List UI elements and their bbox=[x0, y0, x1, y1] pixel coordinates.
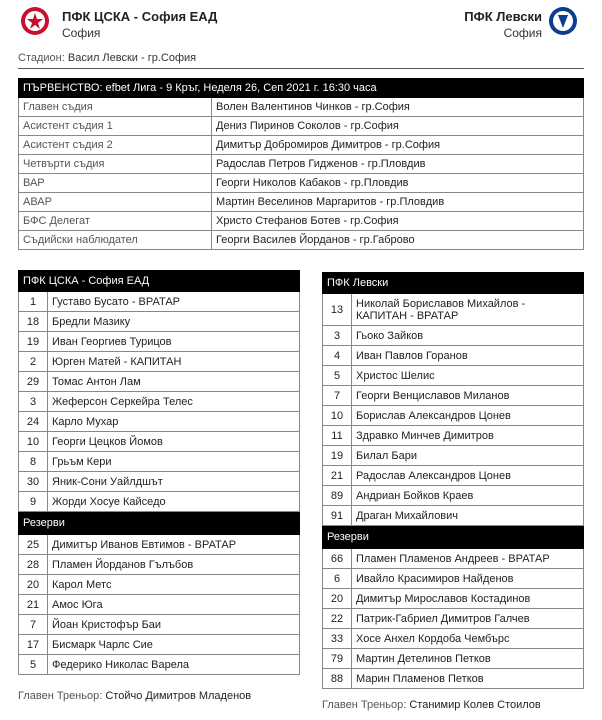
player-name: Грьъм Кери bbox=[48, 452, 300, 472]
player-row bbox=[323, 366, 584, 386]
player-row bbox=[19, 332, 300, 352]
player-name: Бисмарк Чарлс Сие bbox=[48, 635, 300, 655]
player-name: Гьоко Зайков bbox=[352, 326, 584, 346]
official-row bbox=[19, 155, 584, 174]
player-row bbox=[323, 629, 584, 649]
player-number: 17 bbox=[19, 635, 48, 655]
player-name: Радослав Александров Цонев bbox=[352, 466, 584, 486]
official-role: БФС Делегат bbox=[19, 212, 212, 231]
player-name: Амос Юга bbox=[48, 595, 300, 615]
player-number: 21 bbox=[323, 466, 352, 486]
player-number: 11 bbox=[323, 426, 352, 446]
player-row bbox=[323, 426, 584, 446]
player-row bbox=[19, 492, 300, 512]
player-number: 7 bbox=[19, 615, 48, 635]
coach-label: Главен Треньор: bbox=[18, 690, 103, 702]
player-number: 25 bbox=[19, 535, 48, 555]
official-name: Дениз Пиринов Соколов - гр.София bbox=[212, 117, 584, 136]
official-role: ВАР bbox=[19, 174, 212, 193]
player-number: 7 bbox=[323, 386, 352, 406]
official-row bbox=[19, 98, 584, 117]
player-name: Пламен Йорданов Гълъбов bbox=[48, 555, 300, 575]
player-row bbox=[19, 452, 300, 472]
reserves-label: Резерви bbox=[323, 526, 584, 549]
official-name: Радослав Петров Гидженов - гр.Пловдив bbox=[212, 155, 584, 174]
player-name: Бредли Мазику bbox=[48, 312, 300, 332]
home-reserves-header bbox=[19, 512, 300, 535]
player-number: 88 bbox=[323, 669, 352, 689]
player-row bbox=[19, 635, 300, 655]
player-number: 33 bbox=[323, 629, 352, 649]
home-team-city: София bbox=[62, 26, 101, 40]
player-row bbox=[323, 486, 584, 506]
away-team-city: София bbox=[503, 26, 542, 40]
player-name: Здравко Минчев Димитров bbox=[352, 426, 584, 446]
player-number: 4 bbox=[323, 346, 352, 366]
coach-name: Станимир Колев Стоилов bbox=[409, 699, 541, 711]
stadium-label: Стадион: bbox=[18, 52, 65, 64]
player-number: 3 bbox=[323, 326, 352, 346]
player-number: 10 bbox=[323, 406, 352, 426]
player-number: 21 bbox=[19, 595, 48, 615]
official-row bbox=[19, 231, 584, 250]
player-name: Иван Павлов Горанов bbox=[352, 346, 584, 366]
player-name: Жеферсон Серкейра Телес bbox=[48, 392, 300, 412]
player-number: 5 bbox=[19, 655, 48, 675]
player-name: Патрик-Габриел Димитров Галчев bbox=[352, 609, 584, 629]
player-number: 9 bbox=[19, 492, 48, 512]
away-coach bbox=[322, 699, 541, 711]
player-number: 2 bbox=[19, 352, 48, 372]
player-number: 13 bbox=[323, 294, 352, 326]
player-number: 18 bbox=[19, 312, 48, 332]
player-name: Федерико Николас Варела bbox=[48, 655, 300, 675]
officials-table bbox=[18, 78, 584, 250]
player-row bbox=[323, 609, 584, 629]
player-name: Борислав Александров Цонев bbox=[352, 406, 584, 426]
player-row bbox=[19, 432, 300, 452]
player-row bbox=[323, 446, 584, 466]
official-row bbox=[19, 193, 584, 212]
player-row bbox=[19, 292, 300, 312]
player-name: Йоан Кристофър Баи bbox=[48, 615, 300, 635]
player-number: 20 bbox=[323, 589, 352, 609]
player-row bbox=[19, 352, 300, 372]
player-row bbox=[323, 649, 584, 669]
player-number: 19 bbox=[323, 446, 352, 466]
home-lineup-table bbox=[18, 270, 300, 675]
player-number: 3 bbox=[19, 392, 48, 412]
stadium-value: Васил Левски - гр.София bbox=[67, 52, 197, 64]
player-row bbox=[323, 346, 584, 366]
away-team-title: ПФК Левски bbox=[323, 273, 584, 294]
player-number: 22 bbox=[323, 609, 352, 629]
player-row bbox=[323, 669, 584, 689]
player-number: 19 bbox=[19, 332, 48, 352]
player-number: 30 bbox=[19, 472, 48, 492]
player-row bbox=[323, 386, 584, 406]
player-name: Карло Мухар bbox=[48, 412, 300, 432]
away-reserves-header bbox=[323, 526, 584, 549]
player-row bbox=[19, 472, 300, 492]
player-number: 5 bbox=[323, 366, 352, 386]
home-team-title: ПФК ЦСКА - София ЕАД bbox=[19, 271, 300, 292]
official-name: Волен Валентинов Чинков - гр.София bbox=[212, 98, 584, 117]
player-row bbox=[323, 589, 584, 609]
player-name: Андриан Бойков Краев bbox=[352, 486, 584, 506]
home-team-name: ПФК ЦСКА - София ЕАД bbox=[62, 9, 218, 24]
player-row bbox=[19, 372, 300, 392]
player-row bbox=[19, 595, 300, 615]
player-row bbox=[19, 312, 300, 332]
away-lineup-header bbox=[323, 273, 584, 294]
reserves-label: Резерви bbox=[19, 512, 300, 535]
player-name: Димитър Иванов Евтимов - ВРАТАР bbox=[48, 535, 300, 555]
coach-label: Главен Треньор: bbox=[322, 699, 407, 711]
player-row bbox=[323, 569, 584, 589]
player-row bbox=[19, 575, 300, 595]
cska-logo-icon bbox=[20, 6, 50, 36]
player-name: Драган Михайлович bbox=[352, 506, 584, 526]
official-role: Асистент съдия 2 bbox=[19, 136, 212, 155]
player-name: Марин Пламенов Петков bbox=[352, 669, 584, 689]
player-name: Иван Георгиев Турицов bbox=[48, 332, 300, 352]
player-number: 8 bbox=[19, 452, 48, 472]
player-row bbox=[19, 655, 300, 675]
player-row bbox=[323, 466, 584, 486]
player-row bbox=[19, 555, 300, 575]
away-team-name: ПФК Левски bbox=[464, 9, 542, 24]
player-name: Юрген Матей - КАПИТАН bbox=[48, 352, 300, 372]
player-row bbox=[323, 549, 584, 569]
official-row bbox=[19, 212, 584, 231]
player-name: Георги Цецков Йомов bbox=[48, 432, 300, 452]
official-name: Георги Василев Йорданов - гр.Габрово bbox=[212, 231, 584, 250]
official-row bbox=[19, 136, 584, 155]
player-number: 79 bbox=[323, 649, 352, 669]
official-name: Георги Николов Кабаков - гр.Пловдив bbox=[212, 174, 584, 193]
player-number: 66 bbox=[323, 549, 352, 569]
player-name: Яник-Сони Уайлдшът bbox=[48, 472, 300, 492]
player-name: Димитър Мирославов Костадинов bbox=[352, 589, 584, 609]
official-role: АВАР bbox=[19, 193, 212, 212]
official-role: Асистент съдия 1 bbox=[19, 117, 212, 136]
championship-row bbox=[19, 79, 584, 98]
player-number: 29 bbox=[19, 372, 48, 392]
player-number: 28 bbox=[19, 555, 48, 575]
player-number: 6 bbox=[323, 569, 352, 589]
championship-value: efbet Лига - 9 Кръг, Неделя 26, Сеп 2021 г. 16:30 часа bbox=[105, 82, 377, 94]
official-name: Димитър Добромиров Димитров - гр.София bbox=[212, 136, 584, 155]
player-name: Мартин Детелинов Петков bbox=[352, 649, 584, 669]
player-name: Ивайло Красимиров Найденов bbox=[352, 569, 584, 589]
player-name: Карол Метс bbox=[48, 575, 300, 595]
official-name: Мартин Веселинов Маргаритов - гр.Пловдив bbox=[212, 193, 584, 212]
player-row bbox=[323, 506, 584, 526]
player-row bbox=[19, 392, 300, 412]
official-name: Христо Стефанов Ботев - гр.София bbox=[212, 212, 584, 231]
official-role: Главен съдия bbox=[19, 98, 212, 117]
player-row bbox=[323, 326, 584, 346]
official-role: Съдийски наблюдател bbox=[19, 231, 212, 250]
player-number: 1 bbox=[19, 292, 48, 312]
championship-label: ПЪРВЕНСТВО: bbox=[23, 82, 103, 94]
levski-logo-icon bbox=[548, 6, 578, 36]
stadium-line bbox=[18, 52, 584, 69]
coach-name: Стойчо Димитров Младенов bbox=[105, 690, 252, 702]
match-header bbox=[0, 0, 602, 46]
player-number: 20 bbox=[19, 575, 48, 595]
player-name: Томас Антон Лам bbox=[48, 372, 300, 392]
player-name: Георги Венциславов Миланов bbox=[352, 386, 584, 406]
official-role: Четвърти съдия bbox=[19, 155, 212, 174]
player-number: 10 bbox=[19, 432, 48, 452]
player-name: Хосе Анхел Кордоба Чембърс bbox=[352, 629, 584, 649]
player-name: Николай Бориславов Михайлов - КАПИТАН - ВРАТАР bbox=[352, 294, 584, 326]
official-row bbox=[19, 174, 584, 193]
player-name: Христос Шелис bbox=[352, 366, 584, 386]
player-row bbox=[19, 615, 300, 635]
player-number: 24 bbox=[19, 412, 48, 432]
player-number: 91 bbox=[323, 506, 352, 526]
player-row bbox=[19, 412, 300, 432]
player-row bbox=[323, 294, 584, 326]
player-number: 89 bbox=[323, 486, 352, 506]
player-row bbox=[19, 535, 300, 555]
official-row bbox=[19, 117, 584, 136]
player-row bbox=[323, 406, 584, 426]
player-name: Билал Бари bbox=[352, 446, 584, 466]
home-lineup-header bbox=[19, 271, 300, 292]
home-coach bbox=[18, 690, 251, 702]
away-lineup-table bbox=[322, 272, 584, 689]
player-name: Густаво Бусато - ВРАТАР bbox=[48, 292, 300, 312]
player-name: Пламен Пламенов Андреев - ВРАТАР bbox=[352, 549, 584, 569]
player-name: Жорди Хосуе Кайседо bbox=[48, 492, 300, 512]
